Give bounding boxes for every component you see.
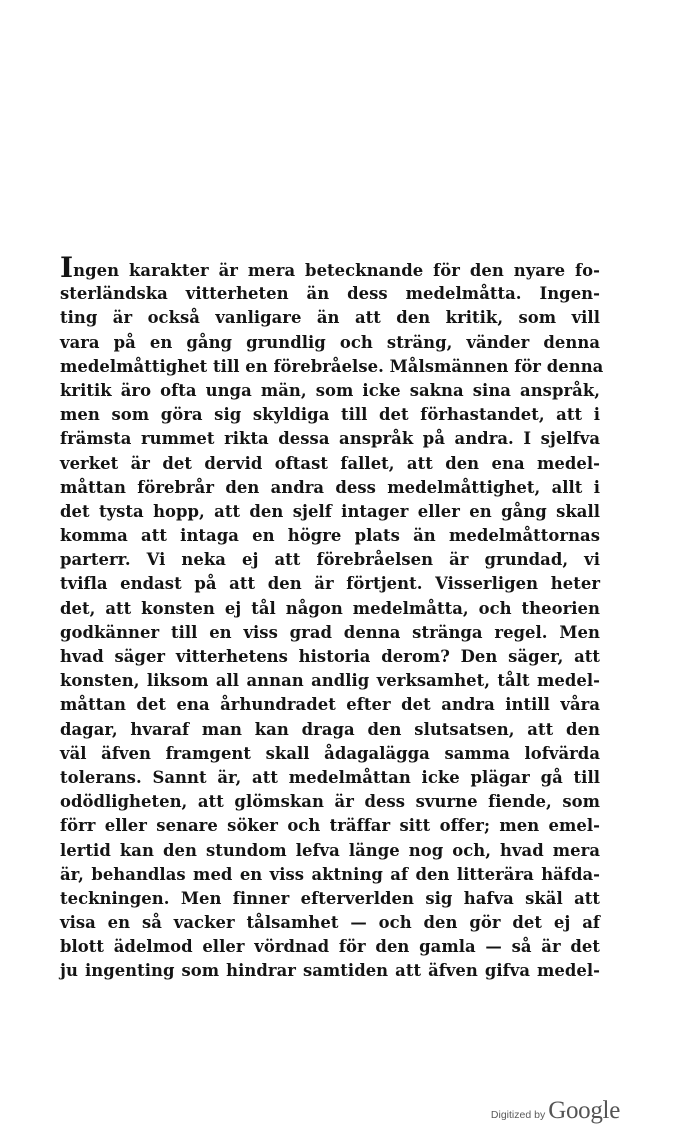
text-line: det, att konsten ej tål någon medelmåtta, och theorien (60, 598, 600, 618)
digitized-by-google-watermark (491, 1097, 620, 1125)
text-line: tvifla endast på att den är förtjent. Visserligen heter (60, 574, 600, 594)
text-line: kritik äro ofta unga män, som icke sakna sina anspråk, (60, 380, 600, 400)
google-logo: Google (548, 1097, 620, 1124)
text-line: komma att intaga en högre plats än medelmåttornas (60, 526, 600, 546)
text-line: väl äfven framgent skall ådagalägga samma lofvärda (60, 743, 600, 763)
text-line: visa en så vacker tålsamhet — och den gör det ej af (60, 913, 600, 933)
text-line: främsta rummet rikta dessa anspråk på andra. I sjelfva (60, 429, 600, 449)
drop-cap: I (60, 251, 74, 284)
text-line: ju ingenting som hindrar samtiden att äfven gifva medel- (60, 961, 600, 981)
text-line: tolerans. Sannt är, att medelmåttan icke plägar gå till (60, 767, 600, 787)
text-line: måttan det ena århundradet efter det andra intill våra (60, 695, 600, 715)
text-line: måttan förebrår den andra dess medelmåttighet, allt i (60, 477, 600, 497)
text-line: verket är det dervid oftast fallet, att den ena medel- (60, 453, 600, 473)
text-line: dagar, hvaraf man kan draga den slutsatsen, att den (60, 719, 600, 739)
text-line: men som göra sig skyldiga till det förhastandet, att i (60, 405, 600, 425)
text-line: är, behandlas med en viss aktning af den litterära häfda- (60, 864, 600, 884)
watermark-small-text: Digitized by (490, 1109, 546, 1121)
text-line: sterländska vitterheten än dess medelmåtta. Ingen- (60, 284, 600, 304)
text-line: teckningen. Men finner efterverlden sig hafva skäl att (60, 888, 600, 908)
text-line: vara på en gång grundlig och sträng, vänder denna (60, 332, 600, 352)
text-line: medelmåttighet till en förebråelse. Målsmännen för denna (60, 356, 604, 376)
text-line: det tysta hopp, att den sjelf intager eller en gång skall (60, 501, 600, 521)
text-line: lertid kan den stundom lefva länge nog och, hvad mera (60, 840, 600, 860)
text-line: blott ädelmod eller vördnad för den gamla — så är det (60, 937, 600, 957)
text-line: hvad säger vitterhetens historia derom? Den säger, att (60, 647, 600, 666)
text-line: ting är också vanligare än att den kritik, som vill (60, 308, 600, 328)
text-line: godkänner till en viss grad denna stränga regel. Men (60, 622, 600, 642)
body-paragraph (60, 251, 604, 984)
text-line: förr eller senare söker och träffar sitt offer; men emel- (60, 816, 600, 836)
text-line: Ingen karakter är mera betecknande för den nyare fo- (60, 251, 600, 284)
text-line: parterr. Vi neka ej att förebråelsen är grundad, vi (60, 550, 600, 570)
text-line: konsten, liksom all annan andlig verksamhet, tålt medel- (60, 671, 600, 691)
text-line: odödligheten, att glömskan är dess svurne fiende, som (60, 792, 600, 812)
